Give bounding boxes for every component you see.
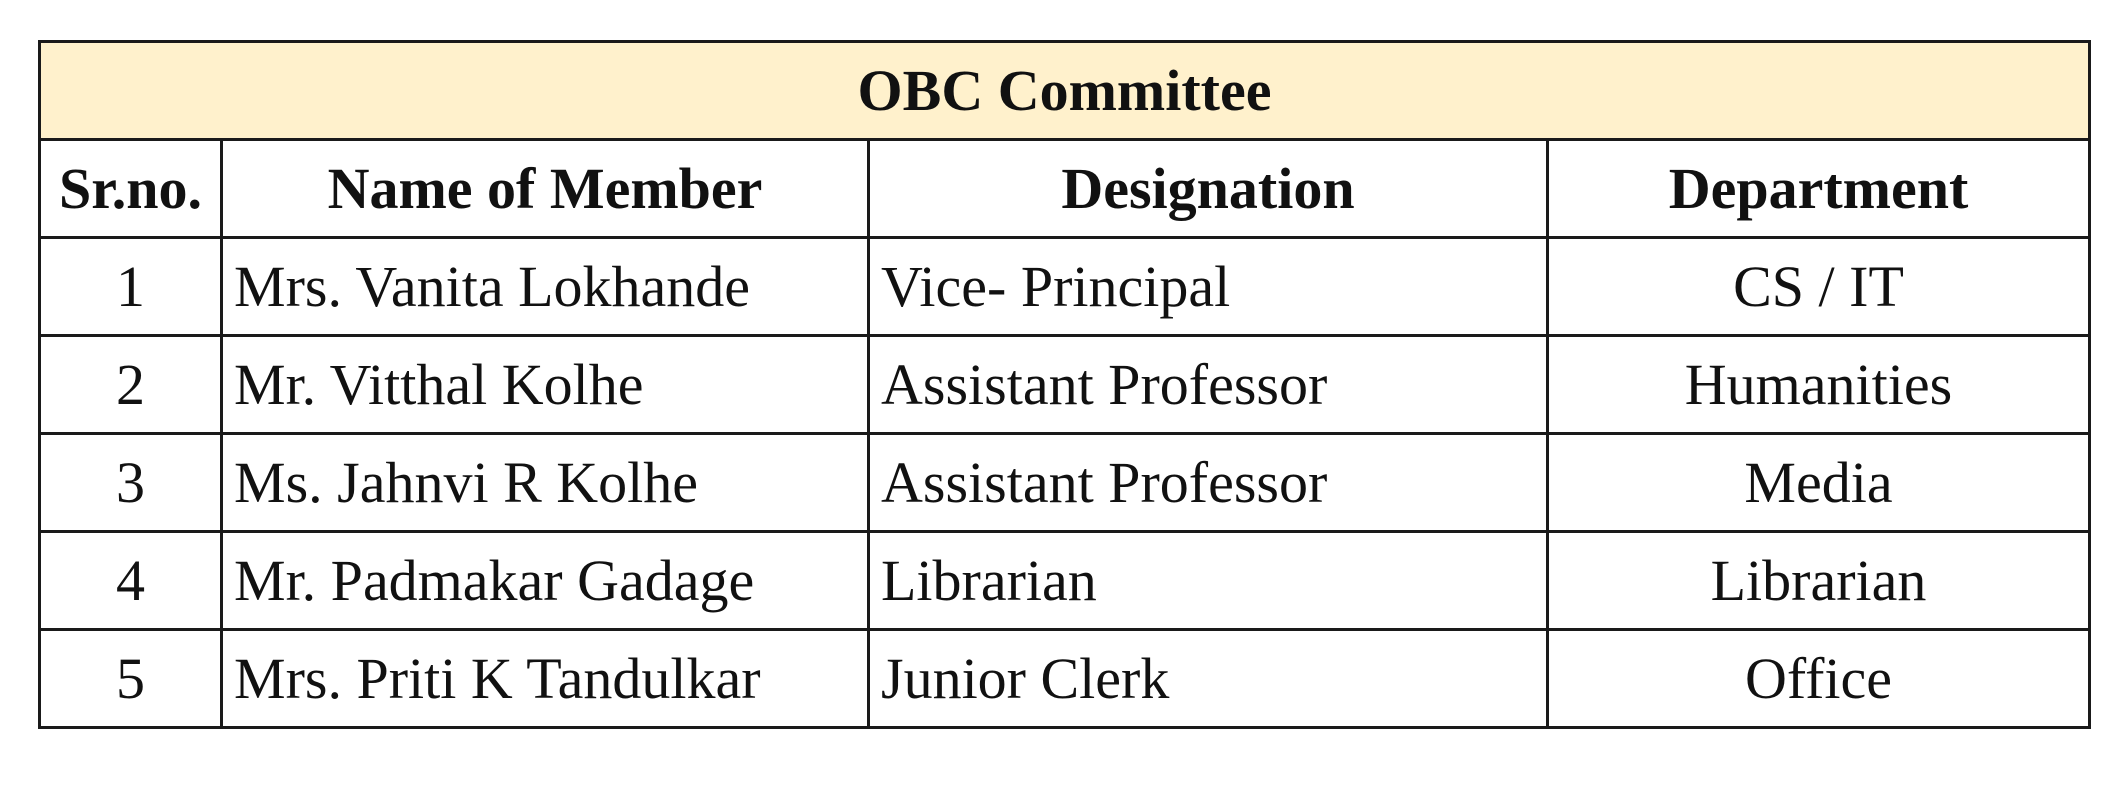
designation-cell: Librarian — [869, 532, 1548, 630]
sr-no-cell: 4 — [40, 532, 222, 630]
designation-cell: Vice- Principal — [869, 238, 1548, 336]
header-designation: Designation — [869, 140, 1548, 238]
header-name-of-member: Name of Member — [222, 140, 869, 238]
member-name-cell: Mr. Padmakar Gadage — [222, 532, 869, 630]
header-sr-no: Sr.no. — [40, 140, 222, 238]
sr-no-cell: 3 — [40, 434, 222, 532]
designation-cell: Assistant Professor — [869, 434, 1548, 532]
department-cell: Humanities — [1548, 336, 2090, 434]
table-row — [40, 238, 2090, 336]
designation-cell: Junior Clerk — [869, 630, 1548, 728]
member-name-cell: Mrs. Priti K Tandulkar — [222, 630, 869, 728]
table-title: OBC Committee — [40, 42, 2090, 140]
sr-no-cell: 5 — [40, 630, 222, 728]
member-name-cell: Mr. Vitthal Kolhe — [222, 336, 869, 434]
department-cell: Librarian — [1548, 532, 2090, 630]
sr-no-cell: 2 — [40, 336, 222, 434]
designation-cell: Assistant Professor — [869, 336, 1548, 434]
table-row — [40, 630, 2090, 728]
table-row — [40, 434, 2090, 532]
table-row — [40, 336, 2090, 434]
department-cell: Office — [1548, 630, 2090, 728]
department-cell: CS / IT — [1548, 238, 2090, 336]
department-cell: Media — [1548, 434, 2090, 532]
member-name-cell: Ms. Jahnvi R Kolhe — [222, 434, 869, 532]
table-row — [40, 532, 2090, 630]
member-name-cell: Mrs. Vanita Lokhande — [222, 238, 869, 336]
title-row — [40, 42, 2090, 140]
sr-no-cell: 1 — [40, 238, 222, 336]
header-row — [40, 140, 2090, 238]
header-department: Department — [1548, 140, 2090, 238]
committee-table — [38, 40, 2091, 729]
